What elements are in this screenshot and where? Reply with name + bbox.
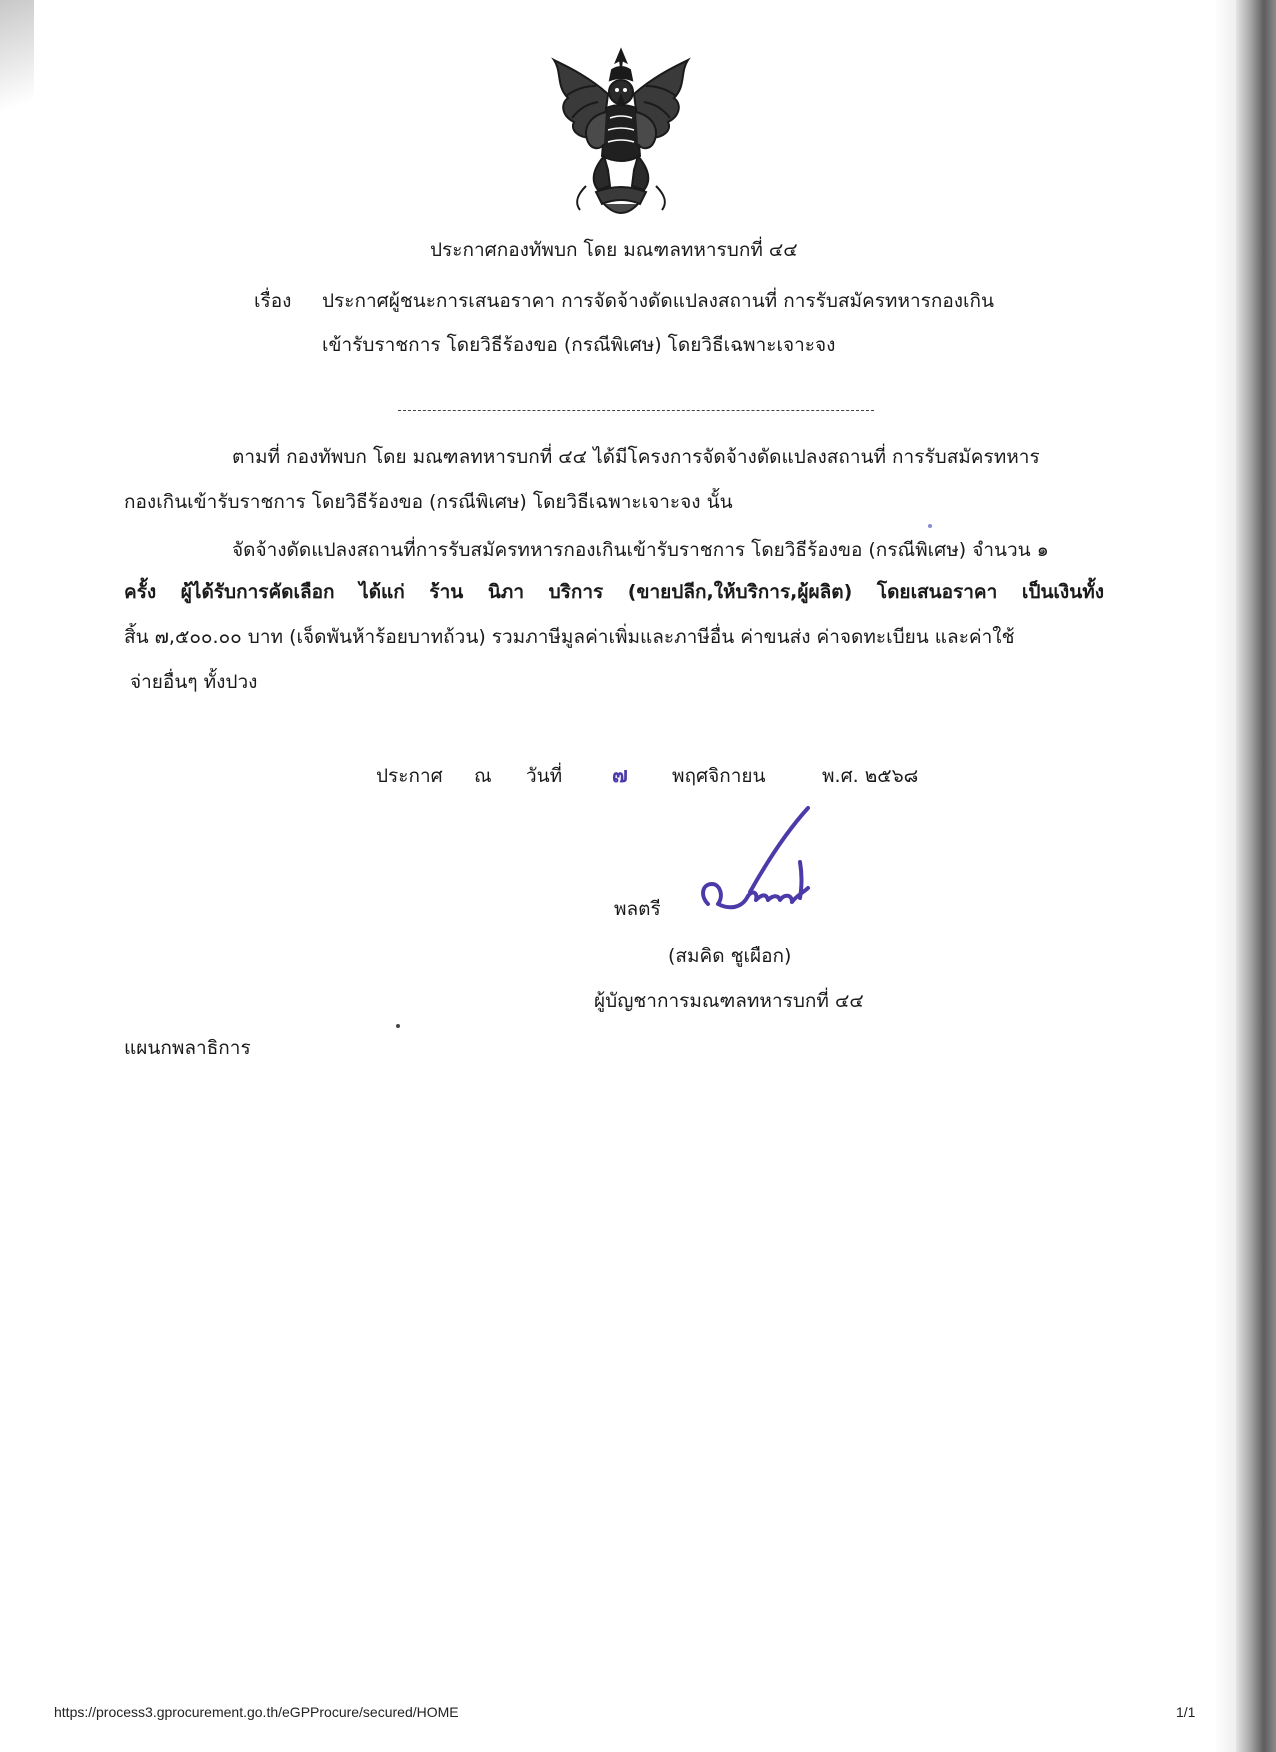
scan-shadow bbox=[0, 0, 34, 150]
date-month: พฤศจิกายน bbox=[672, 765, 766, 787]
handwritten-signature-icon bbox=[688, 800, 828, 920]
date-at-word: ณ bbox=[474, 765, 492, 787]
date-day-label: วันที่ bbox=[526, 765, 563, 787]
signer-name: (สมคิด ชูเผือก) bbox=[668, 945, 792, 967]
date-announced-word: ประกาศ bbox=[376, 765, 443, 787]
paragraph-1-line-2: กองเกินเข้ารับราชการ โดยวิธีร้องขอ (กรณีพิเศษ) โดยวิธีเฉพาะเจาะจง นั้น bbox=[124, 491, 733, 513]
announcement-date bbox=[376, 763, 918, 788]
paragraph-1-line-1: ตามที่ กองทัพบก โดย มณฑลทหารบกที่ ๔๔ ได้มีโครงการจัดจ้างดัดแปลงสถานที่ การรับสมัครทหาร bbox=[232, 446, 1040, 468]
subject-line-1: ประกาศผู้ชนะการเสนอราคา การจัดจ้างดัดแปลงสถานที่ การรับสมัครทหารกองเกิน bbox=[322, 290, 995, 312]
scan-speck bbox=[396, 1024, 400, 1028]
paragraph-2-line-3: สิ้น ๗,๕๐๐.๐๐ บาท (เจ็ดพันห้าร้อยบาทถ้วน) รวมภาษีมูลค่าเพิ่มและภาษีอื่น ค่าขนส่ง ค่าจดทะเบียน และค่าใช้ bbox=[124, 626, 1015, 648]
garuda-emblem-icon bbox=[548, 46, 694, 222]
paragraph-2-line-2: ครั้ง ผู้ได้รับการคัดเลือก ได้แก่ ร้าน นิภา บริการ (ขายปลีก,ให้บริการ,ผู้ผลิต) โดยเสนอราคา เป็นเงินทั้ง bbox=[124, 581, 1104, 603]
subject-line-2: เข้ารับราชการ โดยวิธีร้องขอ (กรณีพิเศษ) โดยวิธีเฉพาะเจาะจง bbox=[322, 334, 836, 356]
paragraph-2-line-4: จ่ายอื่นๆ ทั้งปวง bbox=[130, 671, 258, 693]
footer-page-number: 1/1 bbox=[1176, 1704, 1196, 1720]
paragraph-2-line-1: จัดจ้างดัดแปลงสถานที่การรับสมัครทหารกองเกินเข้ารับราชการ โดยวิธีร้องขอ (กรณีพิเศษ) จำนวน ๑ bbox=[232, 539, 1049, 561]
paper-edge bbox=[1236, 0, 1276, 1752]
paper-edge-inner bbox=[1214, 0, 1236, 1752]
scan-speck bbox=[928, 524, 932, 528]
date-year: พ.ศ. ๒๕๖๘ bbox=[822, 765, 919, 787]
signer-rank: พลตรี bbox=[614, 898, 661, 920]
date-day-handwritten: ๗ bbox=[612, 763, 628, 787]
separator-line bbox=[398, 410, 874, 411]
announcement-title: ประกาศกองทัพบก โดย มณฑลทหารบกที่ ๔๔ bbox=[430, 239, 798, 261]
signer-position: ผู้บัญชาการมณฑลทหารบกที่ ๔๔ bbox=[594, 990, 864, 1012]
department-name: แผนกพลาธิการ bbox=[124, 1037, 251, 1059]
footer-url: https://process3.gprocurement.go.th/eGPProcure/secured/HOME bbox=[54, 1704, 459, 1720]
subject-label: เรื่อง bbox=[254, 290, 292, 312]
